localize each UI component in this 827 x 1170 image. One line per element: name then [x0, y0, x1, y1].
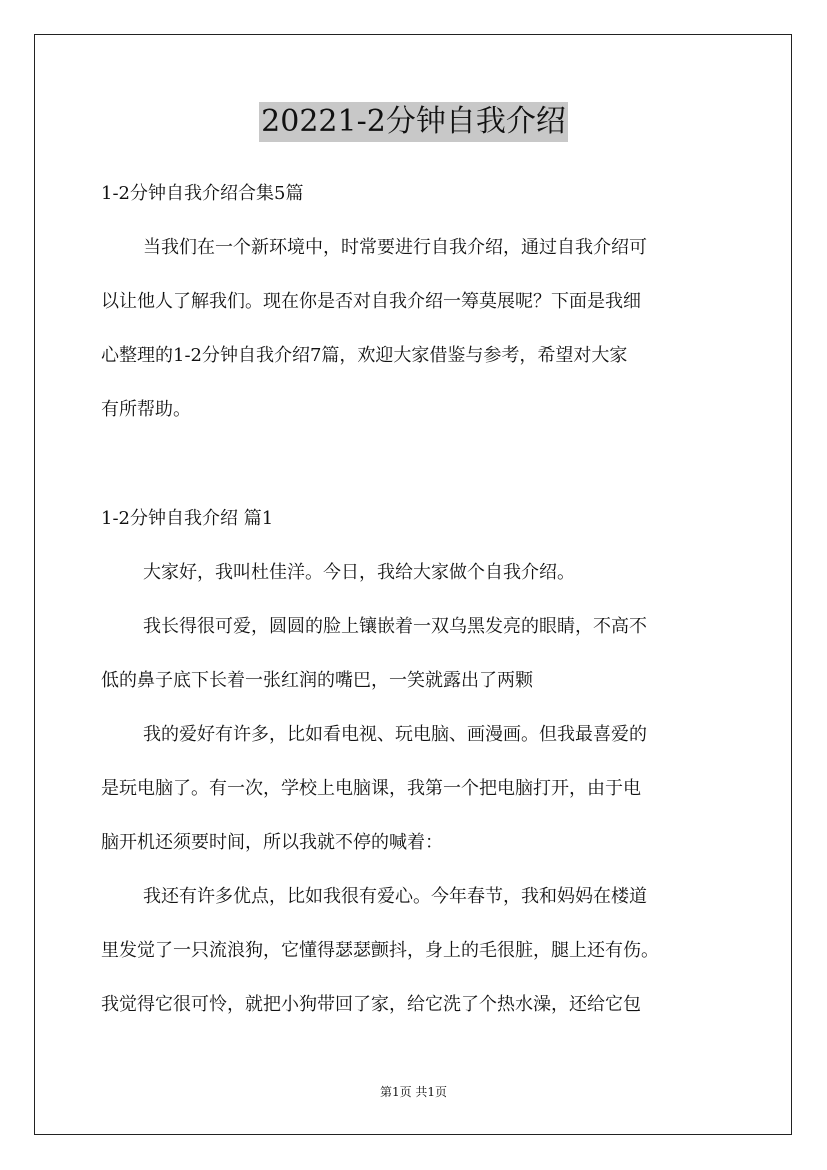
paragraph-line: 我还有许多优点，比如我很有爱心。今年春节，我和妈妈在楼道 [143, 886, 647, 907]
paragraph-line: 脑开机还须要时间，所以我就不停的喊着： [101, 832, 443, 853]
paragraph-line: 心整理的1-2分钟自我介绍7篇，欢迎大家借鉴与参考，希望对大家 [101, 345, 628, 366]
page-footer: 第1页 共1页 [379, 1085, 448, 1099]
title-container [0, 102, 827, 142]
section-heading: 1-2分钟自我介绍合集5篇 [101, 183, 304, 204]
paragraph-line: 以让他人了解我们。现在你是否对自我介绍一筹莫展呢？下面是我细 [101, 291, 641, 312]
paragraph-line: 里发觉了一只流浪狗，它懂得瑟瑟颤抖，身上的毛很脏，腿上还有伤。 [101, 940, 659, 961]
paragraph-line: 低的鼻子底下长着一张红润的嘴巴，一笑就露出了两颗 [101, 670, 533, 691]
paragraph-line: 我觉得它很可怜，就把小狗带回了家，给它洗了个热水澡，还给它包 [101, 994, 641, 1015]
paragraph-line: 当我们在一个新环境中，时常要进行自我介绍，通过自我介绍可 [143, 237, 647, 258]
paragraph-line: 我的爱好有许多，比如看电视、玩电脑、画漫画。但我最喜爱的 [143, 724, 647, 745]
paragraph-line: 大家好，我叫杜佳洋。今日，我给大家做个自我介绍。 [143, 562, 575, 583]
paragraph-line: 我长得很可爱，圆圆的脸上镶嵌着一双乌黑发亮的眼睛，不高不 [143, 616, 647, 637]
paragraph-line: 是玩电脑了。有一次，学校上电脑课，我第一个把电脑打开，由于电 [101, 778, 641, 799]
paragraph-line: 有所帮助。 [101, 399, 191, 420]
document-title: 20221-2分钟自我介绍 [259, 102, 568, 142]
section-heading: 1-2分钟自我介绍 篇1 [101, 508, 274, 529]
